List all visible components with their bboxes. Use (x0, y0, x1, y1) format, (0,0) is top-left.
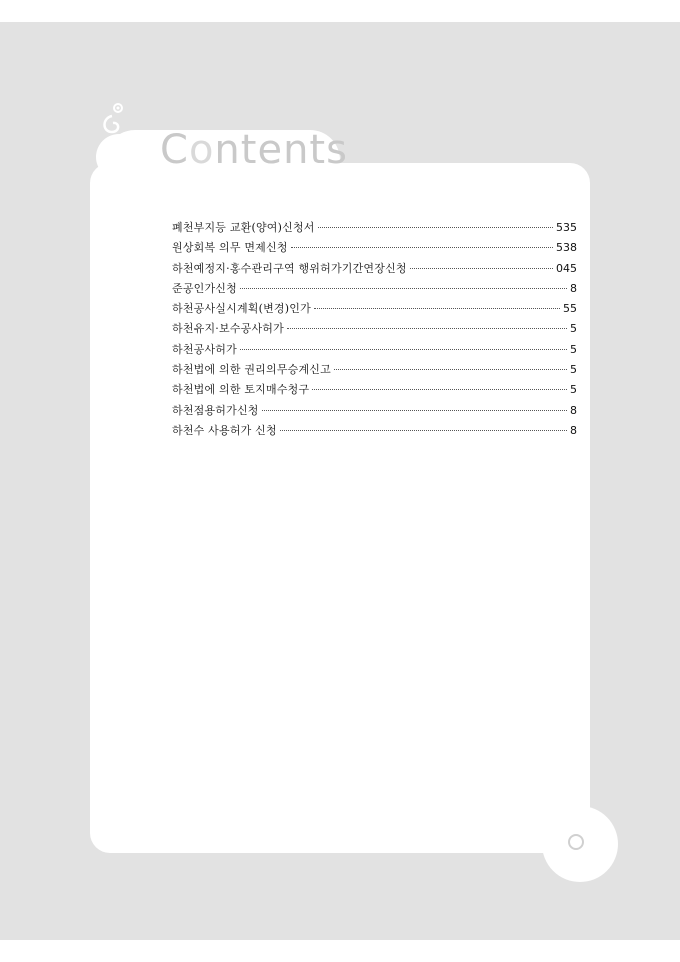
ring-icon (568, 834, 584, 850)
toc-label: 하천유지·보수공사허가 (172, 322, 284, 336)
toc-item[interactable] (172, 320, 577, 340)
toc-label: 하천법에 의한 토지매수청구 (172, 383, 310, 397)
toc-page: 538 (556, 241, 577, 255)
toc-item[interactable] (172, 260, 577, 280)
leader-dots (240, 287, 567, 289)
toc-item[interactable] (172, 300, 577, 320)
toc-item[interactable] (172, 280, 577, 300)
toc-page: 8 (570, 281, 577, 295)
toc-page: 5 (570, 322, 577, 336)
toc-label: 하천수 사용허가 신청 (172, 423, 277, 437)
toc-item[interactable] (172, 381, 577, 401)
leader-dots (318, 226, 553, 228)
leader-dots (312, 388, 567, 390)
toc-label: 폐천부지등 교환(양여)신청서 (172, 221, 315, 234)
toc-label: 준공인가신청 (172, 281, 237, 295)
toc-page: 8 (570, 423, 577, 437)
page-title: Contents (160, 127, 348, 173)
leader-dots (291, 246, 553, 248)
toc-item[interactable] (172, 341, 577, 361)
leader-dots (280, 429, 567, 431)
toc-page: 5 (570, 363, 577, 377)
leader-dots (240, 348, 567, 350)
toc-item[interactable] (172, 219, 577, 239)
leader-dots (410, 267, 553, 269)
toc-page: 5 (570, 383, 577, 397)
toc-item[interactable] (172, 402, 577, 422)
toc-item[interactable] (172, 361, 577, 381)
leader-dots (314, 307, 560, 309)
toc-label: 하천법에 의한 권리의무승계신고 (172, 363, 331, 377)
toc-page: 55 (563, 302, 577, 316)
toc-item[interactable] (172, 422, 577, 442)
toc-label: 하천공사실시계획(변경)인가 (172, 302, 311, 316)
leader-dots (334, 368, 567, 370)
leader-dots (287, 327, 567, 329)
toc-label: 하천예정지·홍수관리구역 행위허가기간연장신청 (172, 261, 407, 275)
toc-page: 045 (556, 261, 577, 275)
toc-item[interactable] (172, 239, 577, 259)
toc-label: 원상회복 의무 면제신청 (172, 241, 288, 255)
table-of-contents (172, 219, 577, 442)
toc-page: 535 (556, 221, 577, 234)
toc-page: 5 (570, 342, 577, 356)
toc-page: 8 (570, 403, 577, 417)
toc-label: 하천공사허가 (172, 342, 237, 356)
toc-label: 하천점용허가신청 (172, 403, 259, 417)
leader-dots (262, 409, 567, 411)
